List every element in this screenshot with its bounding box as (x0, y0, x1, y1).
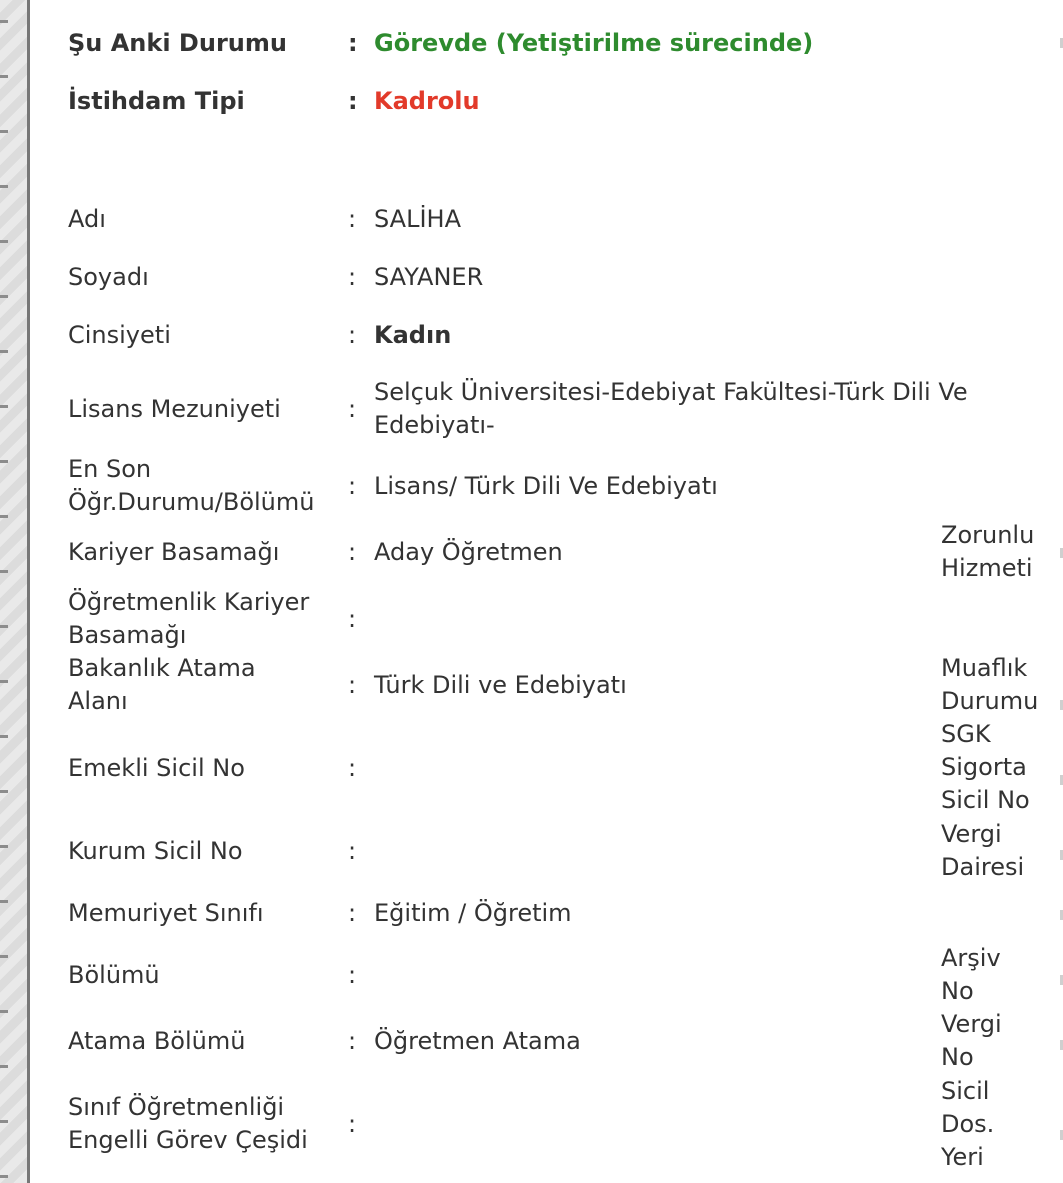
gender-label: Cinsiyeti (68, 321, 171, 349)
civil-service-class-value: Eğitim / Öğretim (374, 899, 572, 927)
side-label-sgk-number (941, 718, 1063, 817)
gender-value: Kadın (374, 321, 452, 349)
left-border-rail (0, 0, 30, 1183)
rail-mark (0, 900, 8, 903)
side-label-compulsory-service (941, 519, 1063, 585)
side-label-line: Muaflık (941, 654, 1028, 682)
rail-mark (0, 20, 8, 23)
colon: : (348, 754, 357, 782)
side-label-line: Sigorta (941, 753, 1027, 781)
side-label-line: Vergi (941, 1010, 1002, 1038)
ministry-assignment-label-line2: Alanı (68, 687, 128, 715)
side-label-tax-office (941, 818, 1063, 884)
rail-mark (0, 130, 8, 133)
ministry-assignment-label-line1: Bakanlık Atama (68, 654, 256, 682)
assignment-department-label: Atama Bölümü (68, 1027, 246, 1055)
side-label-line: SGK (941, 720, 991, 748)
colon: : (348, 472, 357, 500)
side-label-line: Arşiv (941, 944, 1001, 972)
current-status-value: Görevde (Yetiştirilme sürecinde) (374, 29, 814, 57)
side-label-archive-number (941, 942, 1063, 1008)
rail-mark (0, 405, 8, 408)
colon: : (348, 538, 357, 566)
side-label-line: Sicil (941, 1077, 990, 1105)
pension-number-label: Emekli Sicil No (68, 754, 245, 782)
career-step-label: Kariyer Basamağı (68, 538, 280, 566)
colon: : (348, 321, 357, 349)
surname-value: SAYANER (374, 263, 484, 291)
assignment-department-value: Öğretmen Atama (374, 1027, 581, 1055)
ministry-assignment-value: Türk Dili ve Edebiyatı (374, 671, 627, 699)
colon: : (348, 395, 357, 423)
colon: : (348, 961, 357, 989)
colon: : (348, 1110, 357, 1138)
side-label-registry-file-location (941, 1075, 1063, 1174)
rail-mark (0, 295, 8, 298)
rail-mark (0, 680, 8, 683)
rail-mark (0, 75, 8, 78)
colon: : (348, 837, 357, 865)
rail-mark (0, 240, 8, 243)
colon: : (348, 87, 358, 115)
rail-mark (0, 845, 8, 848)
colon: : (348, 205, 357, 233)
teaching-career-step-label-line1: Öğretmenlik Kariyer (68, 588, 310, 616)
side-label-tax-number (941, 1008, 1063, 1074)
side-label-line: Yeri (941, 1143, 984, 1171)
class-teacher-disability-label-line1: Sınıf Öğretmenliği (68, 1093, 285, 1121)
colon: : (348, 605, 357, 633)
side-label-line: No (941, 977, 974, 1005)
side-label-exemption-status (941, 652, 1063, 718)
rail-mark (0, 790, 8, 793)
rail-mark (0, 185, 8, 188)
rail-mark (0, 515, 8, 518)
side-label-line: Vergi (941, 820, 1002, 848)
side-label-line: No (941, 1043, 974, 1071)
institution-number-label: Kurum Sicil No (68, 837, 243, 865)
bachelor-degree-value-line1: Selçuk Üniversitesi-Edebiyat Fakültesi-Türk Dili Ve (374, 378, 968, 406)
colon: : (348, 29, 358, 57)
rail-mark (0, 955, 8, 958)
latest-education-label-line1: En Son (68, 455, 152, 483)
rail-mark (0, 460, 8, 463)
first-name-label: Adı (68, 205, 106, 233)
current-status-label: Şu Anki Durumu (68, 29, 287, 57)
personnel-info-panel (68, 0, 1063, 1183)
latest-education-value: Lisans/ Türk Dili Ve Edebiyatı (374, 472, 718, 500)
first-name-value: SALİHA (374, 205, 462, 233)
side-label-line: Durumu (941, 687, 1039, 715)
side-label-line: Hizmeti (941, 554, 1033, 582)
rail-mark (0, 570, 8, 573)
bachelor-degree-label: Lisans Mezuniyeti (68, 395, 281, 423)
department-label: Bölümü (68, 961, 160, 989)
side-label-line: Sicil No (941, 786, 1030, 814)
latest-education-label-line2: Öğr.Durumu/Bölümü (68, 488, 315, 516)
colon: : (348, 899, 357, 927)
rail-mark (0, 1065, 8, 1068)
employment-type-value: Kadrolu (374, 87, 480, 115)
rail-mark (0, 350, 8, 353)
surname-label: Soyadı (68, 263, 149, 291)
colon: : (348, 263, 357, 291)
side-label-line: Dairesi (941, 853, 1025, 881)
rail-mark (0, 1010, 8, 1013)
employment-type-label: İstihdam Tipi (68, 87, 245, 115)
colon: : (348, 671, 357, 699)
rail-mark (0, 1175, 8, 1178)
civil-service-class-label: Memuriyet Sınıfı (68, 899, 264, 927)
side-label-line: Zorunlu (941, 521, 1035, 549)
rail-mark (0, 625, 8, 628)
teaching-career-step-label-line2: Basamağı (68, 621, 187, 649)
rail-mark (0, 1120, 8, 1123)
bachelor-degree-value-line2: Edebiyatı- (374, 411, 495, 439)
class-teacher-disability-label-line2: Engelli Görev Çeşidi (68, 1126, 308, 1154)
career-step-value: Aday Öğretmen (374, 538, 563, 566)
side-label-line: Dos. (941, 1110, 995, 1138)
colon: : (348, 1027, 357, 1055)
rail-mark (0, 735, 8, 738)
